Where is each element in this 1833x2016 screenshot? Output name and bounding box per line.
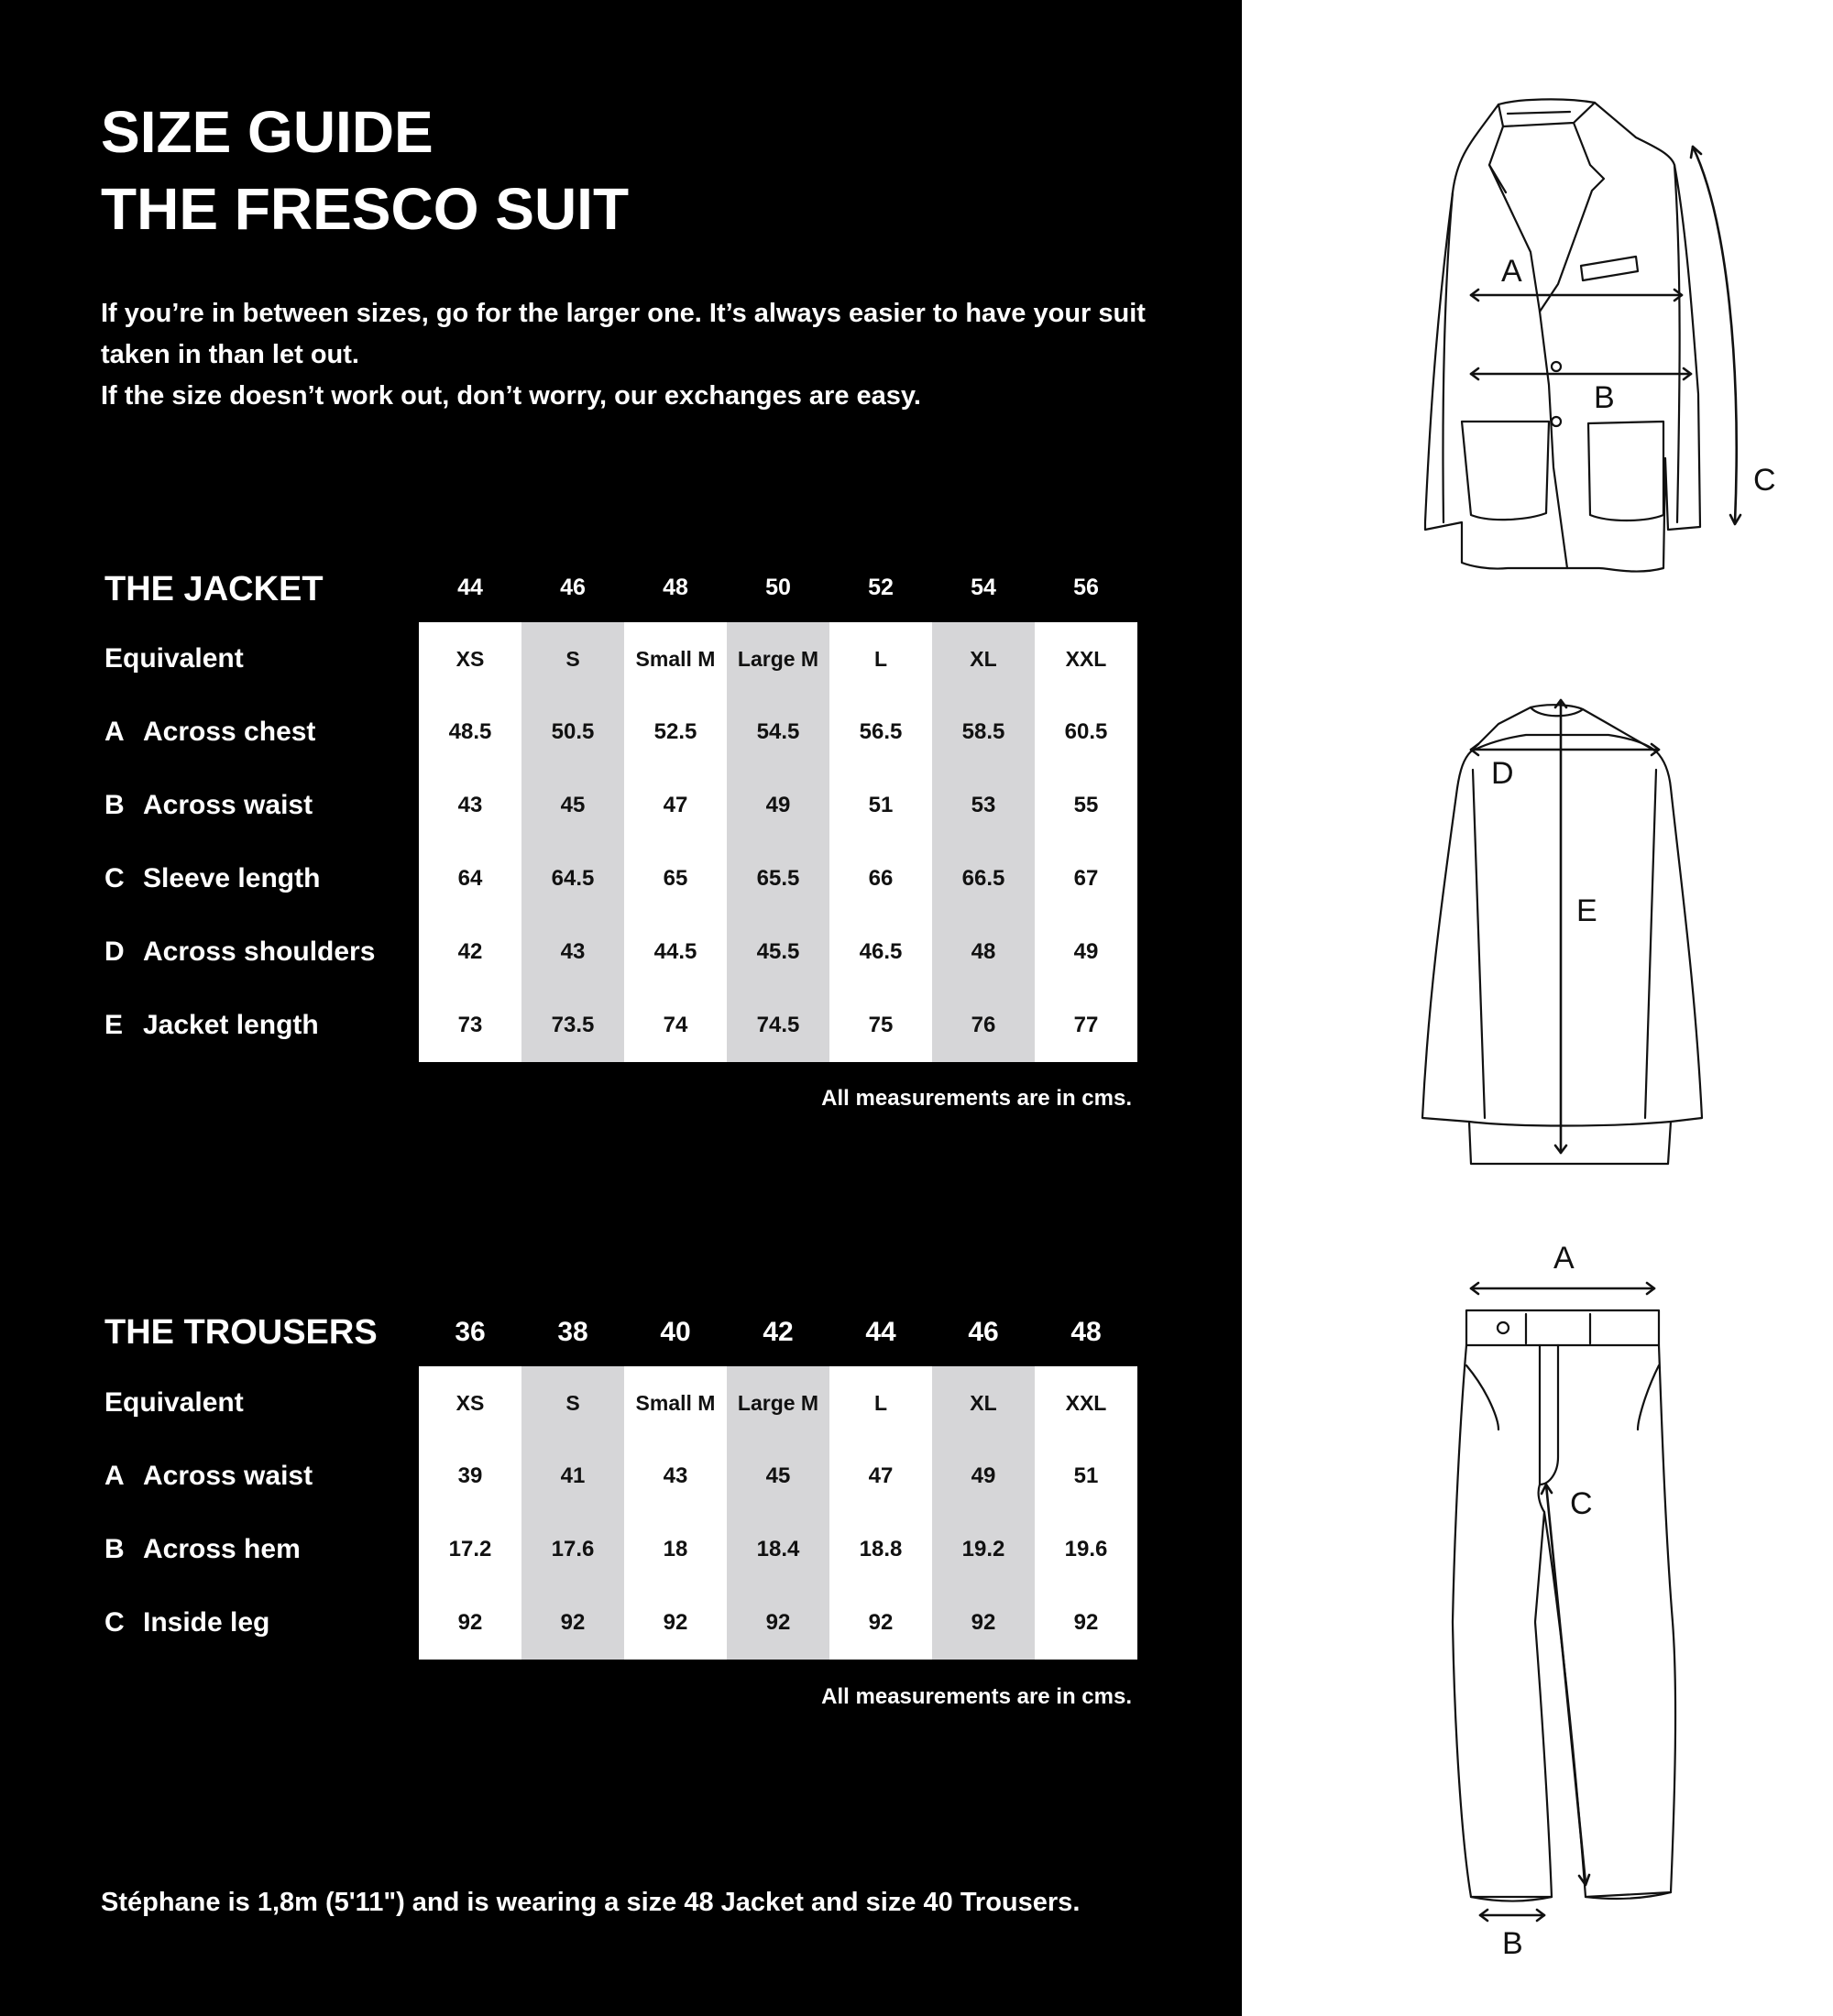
jacket-measurement-cell: 74.5	[756, 1013, 800, 1037]
jacket-row-label-equivalent: Equivalent	[104, 643, 244, 674]
trousers-measurement-cell: 18.4	[756, 1537, 800, 1561]
jacket-measurement-cell: 60.5	[1064, 719, 1108, 744]
jacket-measurement-cell: 65	[663, 866, 688, 891]
jacket-measurement-cell: 50.5	[551, 719, 595, 744]
trousers-size-column	[727, 1366, 829, 1660]
jacket-measurement-cell: 52.5	[653, 719, 697, 744]
trousers-equivalent-cell: L	[873, 1390, 888, 1415]
jacket-row-label-d: D Across shoulders	[104, 937, 376, 967]
jacket-row-label-a: A Across chest	[104, 717, 316, 747]
trousers-illustration	[1352, 1237, 1755, 1970]
jacket-equivalent-cell: XS	[456, 646, 485, 671]
trousers-measurement-cell: 17.2	[448, 1537, 492, 1561]
trousers-measurement-cell: 51	[1073, 1463, 1099, 1488]
jacket-equivalent-cell: Large M	[737, 646, 819, 671]
trousers-equivalent-cell: XL	[970, 1390, 997, 1415]
jacket-measurement-cell: 75	[868, 1013, 894, 1037]
trousers-size-column	[624, 1366, 727, 1660]
jacket-measurement-cell: 47	[663, 793, 688, 817]
trousers-measurement-cell: 19.6	[1064, 1537, 1108, 1561]
trousers-size-column	[829, 1366, 932, 1660]
trousers-measurement-cell: 92	[457, 1610, 483, 1635]
trousers-measurement-cell: 18.8	[859, 1537, 903, 1561]
trousers-measurement-cell: 45	[765, 1463, 791, 1488]
jacket-size-header: 54	[971, 575, 996, 600]
jacket-size-header: 52	[868, 575, 894, 600]
jacket-measurement-cell: 65.5	[756, 866, 800, 891]
jacket-section-title: THE JACKET	[104, 570, 324, 608]
trousers-size-table	[419, 1366, 1137, 1660]
jacket-row-label-c: C Sleeve length	[104, 863, 321, 893]
jacket-measurement-cell: 56.5	[859, 719, 903, 744]
jacket-measurement-cell: 64.5	[551, 866, 595, 891]
jacket-back-label-d: D	[1491, 756, 1514, 791]
trousers-measurement-cell: 92	[971, 1610, 996, 1635]
trousers-size-column	[419, 1366, 521, 1660]
trousers-size-header: 36	[455, 1317, 486, 1347]
trousers-size-column	[1035, 1366, 1137, 1660]
jacket-front-label-a: A	[1501, 254, 1522, 289]
trousers-equivalent-cell: Small M	[635, 1390, 716, 1415]
jacket-measurement-cell: 64	[457, 866, 483, 891]
jacket-size-header: 44	[457, 575, 483, 600]
jacket-measurement-cell: 49	[765, 793, 791, 817]
trousers-equivalent-cell: XXL	[1065, 1390, 1107, 1415]
trousers-measurement-cell: 47	[868, 1463, 894, 1488]
trousers-measurement-cell: 17.6	[551, 1537, 595, 1561]
trousers-row-label-b: B Across hem	[104, 1534, 301, 1564]
intro-text	[101, 293, 1173, 417]
trousers-measurement-cell: 18	[663, 1537, 688, 1561]
jacket-measurement-cell: 42	[457, 939, 483, 964]
trousers-measurement-cell: 43	[663, 1463, 688, 1488]
jacket-measurement-cell: 67	[1073, 866, 1099, 891]
jacket-measurement-cell: 49	[1073, 939, 1099, 964]
jacket-measurement-cell: 74	[663, 1013, 688, 1037]
page-subtitle: THE FRESCO SUIT	[101, 176, 630, 242]
jacket-back-illustration	[1334, 687, 1783, 1182]
trousers-label-b: B	[1502, 1926, 1523, 1961]
trousers-measurement-cell: 41	[560, 1463, 586, 1488]
jacket-measurement-cell: 55	[1073, 793, 1099, 817]
jacket-measurement-cell: 66	[868, 866, 894, 891]
trousers-size-header: 40	[660, 1317, 691, 1347]
jacket-measurement-cell: 76	[971, 1013, 996, 1037]
jacket-equivalent-cell: L	[873, 646, 888, 671]
jacket-front-label-b: B	[1594, 380, 1615, 415]
jacket-equivalent-cell: XXL	[1065, 646, 1107, 671]
trousers-section-title: THE TROUSERS	[104, 1313, 378, 1352]
jacket-measurement-cell: 73.5	[551, 1013, 595, 1037]
jacket-measurement-cell: 44.5	[653, 939, 697, 964]
jacket-size-header: 56	[1073, 575, 1099, 600]
trousers-size-header: 48	[1070, 1317, 1102, 1347]
trousers-measurement-cell: 39	[457, 1463, 483, 1488]
jacket-measurement-cell: 73	[457, 1013, 483, 1037]
trousers-footnote: All measurements are in cms.	[821, 1684, 1132, 1709]
trousers-measurement-cell: 49	[971, 1463, 996, 1488]
jacket-equivalent-cell: XL	[970, 646, 997, 671]
trousers-row-label-c: C Inside leg	[104, 1607, 270, 1638]
jacket-front-illustration	[1334, 92, 1783, 586]
trousers-measurement-cell: 19.2	[961, 1537, 1005, 1561]
jacket-measurement-cell: 43	[457, 793, 483, 817]
jacket-equivalent-cell: Small M	[635, 646, 716, 671]
jacket-measurement-cell: 77	[1073, 1013, 1099, 1037]
jacket-size-header: 50	[765, 575, 791, 600]
jacket-measurement-cell: 66.5	[961, 866, 1005, 891]
trousers-equivalent-cell: S	[565, 1390, 580, 1415]
trousers-row-label-equivalent: Equivalent	[104, 1387, 244, 1418]
jacket-size-column	[829, 622, 932, 1062]
jacket-measurement-cell: 45	[560, 793, 586, 817]
trousers-size-header: 44	[865, 1317, 896, 1347]
trousers-size-header: 38	[557, 1317, 588, 1347]
page-title: SIZE GUIDE	[101, 99, 434, 165]
jacket-measurement-cell: 48	[971, 939, 996, 964]
jacket-row-label-e: E Jacket length	[104, 1010, 319, 1040]
intro-line-2: If the size doesn’t work out, don’t worry, our exchanges are easy.	[101, 381, 921, 411]
jacket-measurement-cell: 45.5	[756, 939, 800, 964]
garment-illustrations	[1242, 0, 1833, 2016]
jacket-size-column	[1035, 622, 1137, 1062]
jacket-size-column	[624, 622, 727, 1062]
jacket-measurement-cell: 53	[971, 793, 996, 817]
jacket-size-column	[521, 622, 624, 1062]
jacket-equivalent-cell: S	[565, 646, 580, 671]
trousers-size-header: 42	[763, 1317, 794, 1347]
jacket-measurement-cell: 43	[560, 939, 586, 964]
trousers-measurement-cell: 92	[1073, 1610, 1099, 1635]
trousers-label-a: A	[1553, 1241, 1575, 1276]
jacket-back-label-e: E	[1576, 893, 1597, 928]
jacket-footnote: All measurements are in cms.	[821, 1086, 1132, 1111]
trousers-equivalent-cell: Large M	[737, 1390, 819, 1415]
jacket-size-column	[419, 622, 521, 1062]
jacket-measurement-cell: 51	[868, 793, 894, 817]
jacket-measurement-cell: 58.5	[961, 719, 1005, 744]
jacket-measurement-cell: 46.5	[859, 939, 903, 964]
trousers-equivalent-cell: XS	[456, 1390, 485, 1415]
trousers-measurement-cell: 92	[868, 1610, 894, 1635]
jacket-measurement-cell: 54.5	[756, 719, 800, 744]
jacket-size-header: 46	[560, 575, 586, 600]
trousers-measurement-cell: 92	[765, 1610, 791, 1635]
jacket-row-label-b: B Across waist	[104, 790, 313, 820]
jacket-size-column	[932, 622, 1035, 1062]
jacket-measurement-cell: 48.5	[448, 719, 492, 744]
trousers-size-column	[932, 1366, 1035, 1660]
trousers-size-column	[521, 1366, 624, 1660]
jacket-front-label-c: C	[1753, 463, 1776, 498]
intro-line-1: If you’re in between sizes, go for the larger one. It’s always easier to have your suit taken in than let out.	[101, 299, 1146, 369]
trousers-label-c: C	[1570, 1486, 1593, 1521]
trousers-row-label-a: A Across waist	[104, 1461, 313, 1491]
jacket-size-header: 48	[663, 575, 688, 600]
trousers-measurement-cell: 92	[560, 1610, 586, 1635]
model-size-note: Stéphane is 1,8m (5'11") and is wearing a size 48 Jacket and size 40 Trousers.	[101, 1888, 1081, 1917]
trousers-size-header: 46	[968, 1317, 999, 1347]
trousers-measurement-cell: 92	[663, 1610, 688, 1635]
jacket-size-column	[727, 622, 829, 1062]
jacket-size-table	[419, 622, 1137, 1062]
